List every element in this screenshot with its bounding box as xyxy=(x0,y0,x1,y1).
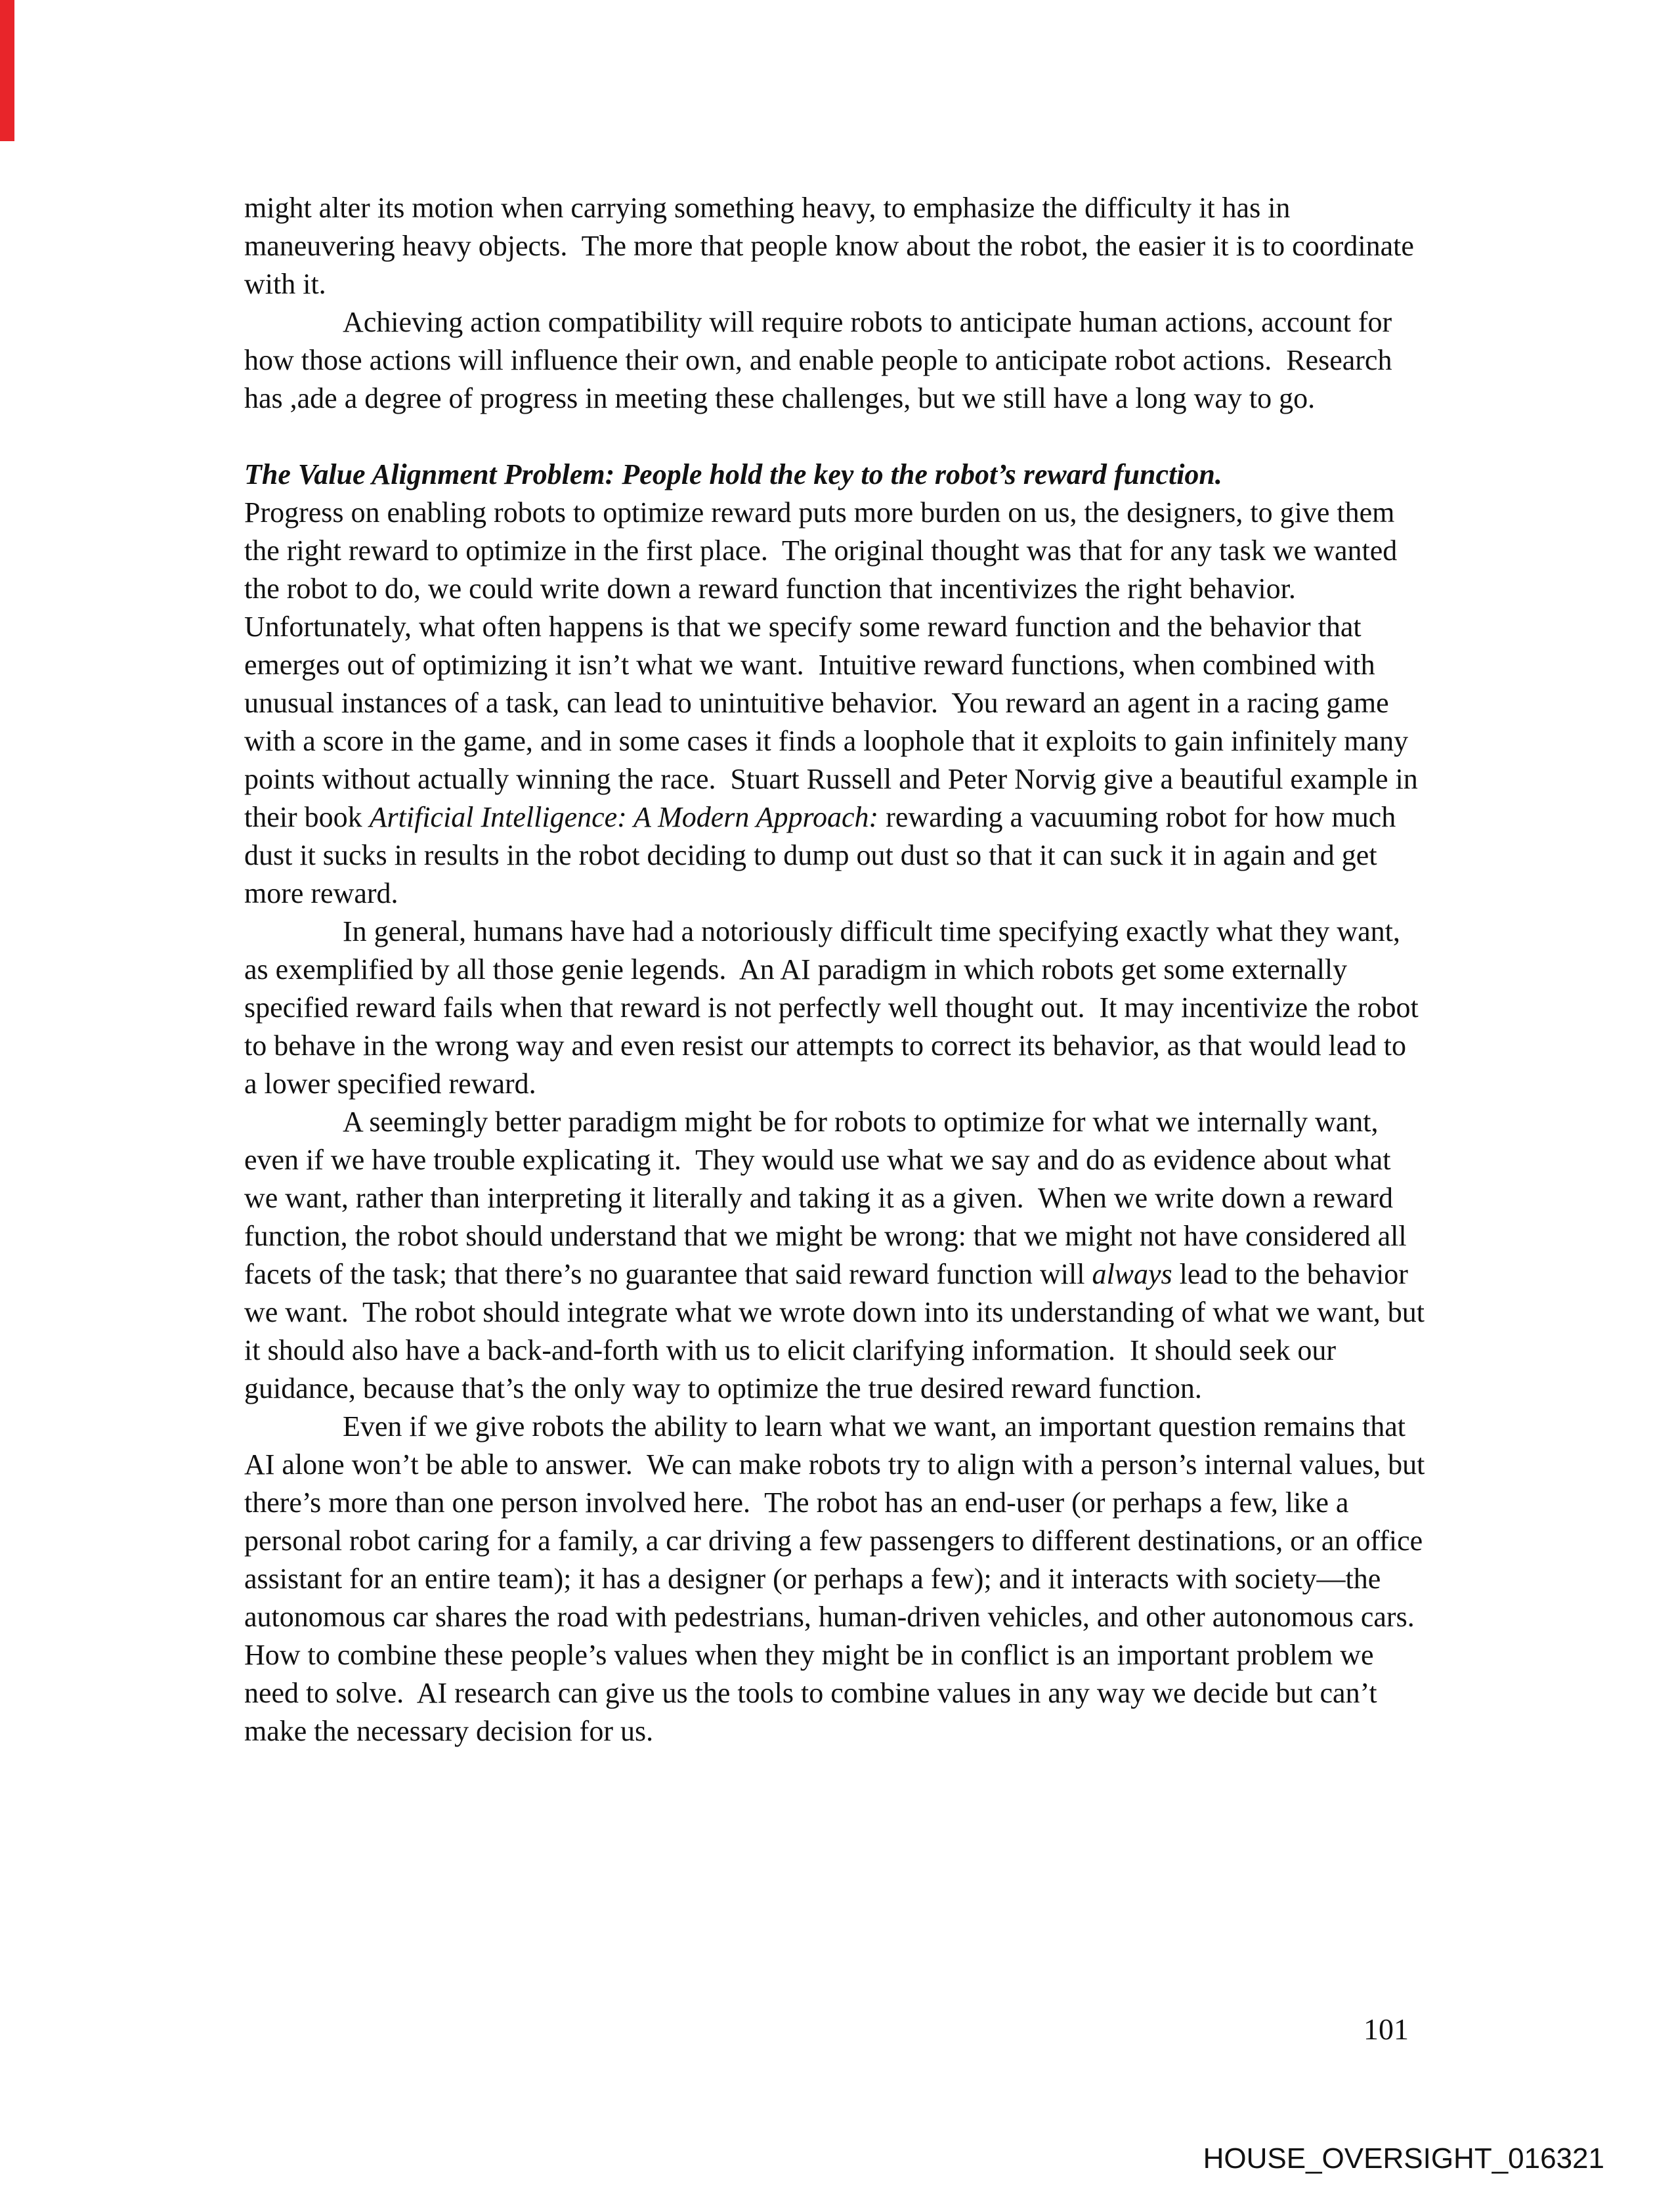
paragraph xyxy=(244,913,1426,1103)
document-body xyxy=(244,189,1432,1750)
page-number: 101 xyxy=(1363,2012,1409,2046)
bates-stamp: HOUSE_OVERSIGHT_016321 xyxy=(1203,2142,1604,2175)
paragraph xyxy=(244,494,1426,913)
text-run: might alter its motion when carrying something heavy, to emphasize the difficulty it has in maneuvering heavy objects. The more that people know about the robot, the easier it is to coordinate with it. xyxy=(244,192,1421,300)
text-run: A seemingly better paradigm might be for robots to optimize for what we internally want, even if we have trouble explicating it. They would use what we say and do as evidence about what we want, rather than interpreting it literally and taking it as a given. When we write down a reward function, the robot should understand that we might be wrong: that we might not have considered all facets of the task; that there’s no guarantee that said reward function will xyxy=(244,1106,1414,1290)
paragraph xyxy=(244,1408,1432,1750)
text-run: The Value Alignment Problem: People hold the key to the robot’s reward function. xyxy=(244,458,1222,490)
section-heading xyxy=(244,456,1426,494)
redaction-bar xyxy=(0,0,14,141)
paragraph xyxy=(244,1103,1432,1408)
text-run: In general, humans have had a notoriously difficult time specifying exactly what they want, as exemplified by all those genie legends. An AI paradigm in which robots get some externally specified reward fails when that reward is not perfectly well thought out. It may incentivize the robot to behave in the wrong way and even resist our attempts to correct its behavior, as that would lead to a lower specified reward. xyxy=(244,915,1426,1100)
text-run: rewarding a vacuuming robot for how much dust it sucks in results in the robot deciding to dump out dust so that it can suck it in again and get more reward. xyxy=(244,801,1404,909)
text-run: Artificial Intelligence: A Modern Approach: xyxy=(369,801,879,833)
text-run: Even if we give robots the ability to learn what we want, an important question remains that AI alone won’t be able to answer. We can make robots try to align with a person’s internal values, but there’s more than one person involved here. The robot has an end-user (or perhaps a few, like a personal robot caring for a family, a car driving a few passengers to different destinations, or an office assistant for an entire team); it has a designer (or perhaps a few); and it interacts with society—the autonomous car shares the road with pedestrians, human-driven vehicles, and other autonomous cars. How to combine these people’s values when they might be in conflict is an important problem we need to solve. AI research can give us the tools to combine values in any way we decide but can’t make the necessary decision for us. xyxy=(244,1410,1432,1747)
text-run: always xyxy=(1092,1258,1172,1290)
paragraph xyxy=(244,303,1426,418)
paragraph xyxy=(244,189,1426,303)
text-run: Achieving action compatibility will require robots to anticipate human actions, account for how those actions will influence their own, and enable people to anticipate robot actions. Research has ,ade a degree of progress in meeting these challenges, but we still have a long way to go. xyxy=(244,306,1400,414)
text-run: lead to the behavior we want. The robot should integrate what we wrote down into its understanding of what we want, but it should also have a back-and-forth with us to elicit clarifying information. It should seek our guidance, because that’s the only way to optimize the true desired reward function. xyxy=(244,1258,1432,1404)
text-run: Progress on enabling robots to optimize reward puts more burden on us, the designers, to give them the right reward to optimize in the first place. The original thought was that for any task we wanted the robot to do, we could write down a reward function that incentivizes the right behavior. Unfortunately, what often happens is that we specify some reward function and the behavior that emerges out of optimizing it isn’t what we want. Intuitive reward functions, when combined with unusual instances of a task, can lead to unintuitive behavior. You reward an agent in a racing game with a score in the game, and in some cases it finds a loophole that it exploits to gain infinitely many points without actually winning the race. Stuart Russell and Peter Norvig give a beautiful example in their book xyxy=(244,496,1425,833)
